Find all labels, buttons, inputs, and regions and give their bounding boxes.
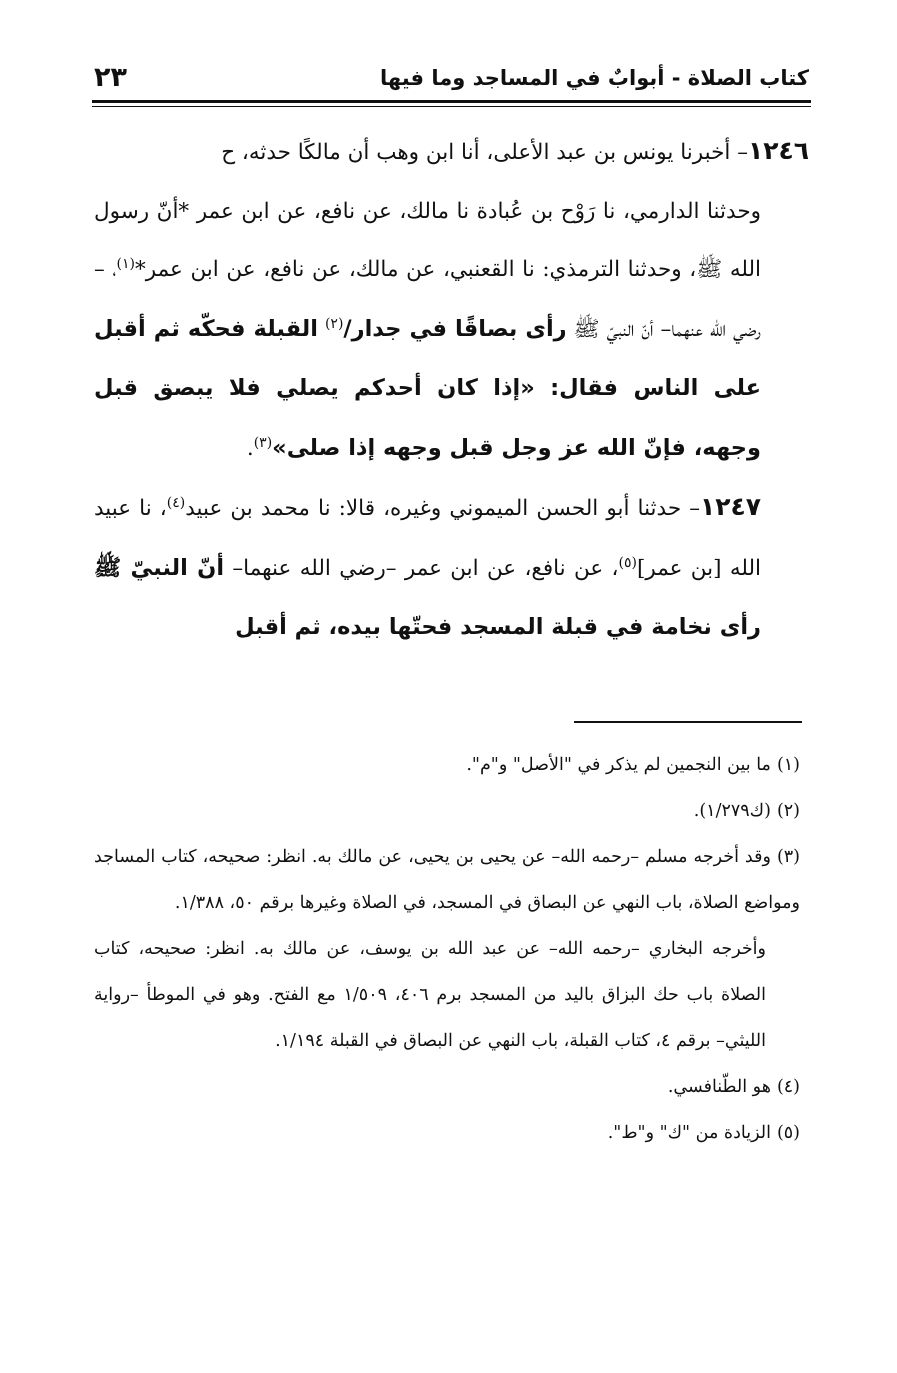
footnote-ref-4: (٤) (166, 495, 186, 511)
matn-bold: أنّ النبيّ ﷺ رأى نخامة في قبلة المسجد فحتّها بيده، ثم أقبل (94, 554, 761, 640)
footnotes (94, 742, 800, 1156)
chain-text: ، –رضي الله عنهما– أنّ النبيّ ﷺ (94, 257, 761, 342)
footnote-ref-5: (٥) (618, 554, 637, 571)
hadith-number: ١٢٤٧ (699, 492, 762, 521)
chapter-title: كتاب الصلاة - أبوابٌ في المساجد وما فيها (379, 66, 809, 90)
matn-bold: رأى بصاقًا في جدار (351, 315, 567, 342)
footnote-5 (94, 1110, 800, 1156)
footnote-ref-2: (٢) (324, 315, 344, 332)
footnote-separator (574, 721, 802, 723)
footnote-label: (٣) (776, 847, 800, 867)
footnote-label: (٢) (776, 801, 800, 821)
header-rule-thick (92, 100, 811, 103)
footnote-3-continued: وأخرجه البخاري –رحمه الله– عن عبد الله بن يوسف، عن مالك به. انظر: صحيحه، كتاب الصلاة باب حك البزاق باليد من المسجد برم ٤٠٦، ١/٥٠٩ مع الفتح. وهو في الموطأ –رواية الليثي– برقم ٤، كتاب القبلة، باب النهي عن البصاق في القبلة ١/١٩٤. (94, 939, 767, 1051)
footnote-4 (94, 1064, 800, 1110)
footnote-ref-1: (١) (116, 256, 135, 272)
footnote-2 (94, 788, 800, 834)
footnote-1 (94, 742, 800, 788)
running-header (94, 62, 809, 100)
chain-text: ، عن نافع، عن ابن عمر –رضي الله عنهما– (232, 555, 619, 581)
footnote-text: (ك١/٢٧٩). (693, 801, 771, 821)
footnote-text: الزيادة من "ك" و"ط". (607, 1123, 771, 1143)
chain-text: وحدثنا الدارمي، نا رَوْح بن عُبادة نا مالك، عن نافع، عن ابن عمر *أنّ رسول الله ﷺ، وحدثنا الترمذي: نا القعنبي، عن مالك، عن نافع، عن ابن عمر* (94, 198, 761, 282)
chain-text: ، نا عبيد الله [بن عمر] (94, 496, 762, 581)
footnote-label: (٥) (776, 1123, 800, 1143)
hadith-text: – أخبرنا يونس بن عبد الأعلى، أنا ابن وهب أن مالكًا حدثه، ح (221, 140, 748, 165)
footnote-label: (١) (776, 755, 800, 775)
footnote-text: ما بين النجمين لم يذكر في "الأصل" و"م". (466, 755, 771, 775)
page-number: ٢٣ (94, 62, 127, 93)
main-text (94, 122, 809, 658)
hadith-1247 (94, 478, 809, 658)
footnote-3 (94, 834, 800, 926)
hadith-1246 (94, 122, 809, 183)
sentence-end: . (246, 435, 254, 461)
footnote-text: وقد أخرجه مسلم –رحمه الله– عن يحيى بن يحيى، عن مالك به. انظر: صحيحه، كتاب المساجد ومواضع الصلاة، باب النهي عن البصاق في المسجد، في الصلاة وغيرها برقم ٥٠، ١/٣٨٨. (94, 847, 800, 913)
matn-bold: القبلة فحكّه ثم أقبل على الناس فقال: «إذا كان أحدكم يصلي فلا يبصق قبل وجهه، فإنّ الله عز وجل قبل وجهه إذا صلى» (94, 315, 761, 461)
footnote-label: (٤) (776, 1077, 800, 1097)
footnote-text: هو الطّنافسي. (667, 1077, 771, 1097)
header-rule-thin (92, 106, 811, 107)
hadith-number: ١٢٤٦ (747, 136, 809, 165)
folio-marker: / (343, 315, 352, 342)
chain-text: – حدثنا أبو الحسن الميموني وغيره، قالا: نا محمد بن عبيد (185, 496, 700, 521)
footnote-ref-3: (٣) (253, 434, 273, 451)
hadith-1246-chain (94, 183, 809, 479)
